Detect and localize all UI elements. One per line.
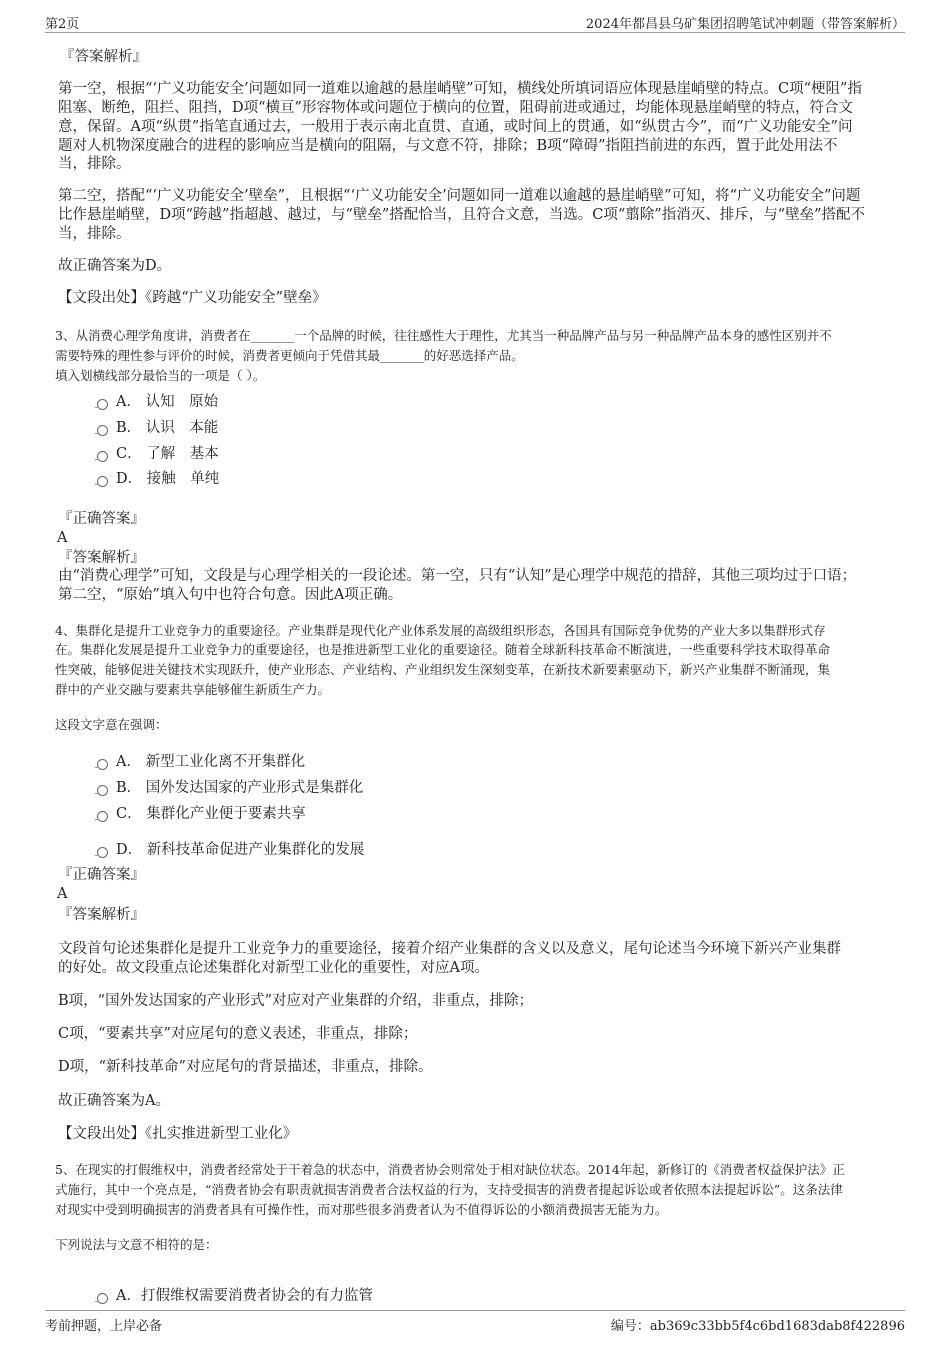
page-number: 第2页 [45,17,80,32]
question-prompt: 填入划横线部分最恰当的一项是（ ）。 [55,368,266,383]
option-b-radio[interactable] [97,425,108,436]
option-d-label[interactable]: D． 新科技革命促进产业集群化的发展 [116,842,365,858]
analysis-line: 第二空，“原始”填入句中也符合句意。因此A项正确。 [58,587,403,603]
analysis-line: 意，保留。A项“纵贯”指笔直通过去，一般用于表示南北直贯、直通，或时间上的贯通，如“纵贯古今”，而“广义功能安全”问 [58,119,853,135]
question-prompt: 下列说法与文意不相符的是： [55,1237,218,1252]
question-stem: 式施行，其中一个亮点是，“消费者协会有职责就损害消费者合法权益的行为，支持受损害的消费者提起诉讼或者依照本法提起诉讼”。这条法律 [55,1182,843,1197]
option-a-radio[interactable] [97,399,108,410]
question-stem: 群中的产业交融与要素共享能够催生新质生产力。 [55,682,331,697]
analysis-line: 第二空，搭配“‘广义功能安全’壁垒”，且根据“‘广义功能安全’问题如同一道难以逾越的悬崖峭壁”可知，将“广义功能安全”问题 [58,188,861,204]
question-prompt: 这段文字意在强调： [55,717,168,732]
conclusion: 故正确答案为D。 [58,258,172,274]
analysis-line: 当，排除。 [58,156,131,172]
question-stem: 在。集群化发展是提升工业竞争力的重要途径，也是推进新型工业化的重要途径。随着全球新科技革命不断演进，一些重要科学技术取得革命 [55,642,831,657]
option-b-label[interactable]: B． 国外发达国家的产业形式是集群化 [116,780,364,796]
option-b-radio[interactable] [97,785,108,796]
analysis-label: 『答案解析』 [58,907,145,923]
footer-slogan: 考前押题，上岸必备 [45,1319,163,1334]
analysis-line: 第一空，根据“‘广义功能安全’问题如同一道难以逾越的悬崖峭壁”可知，横线处所填词语应体现悬崖峭壁的特点。C项“梗阻”指 [58,81,862,97]
conclusion: 故正确答案为A。 [58,1093,170,1109]
option-a-label[interactable]: A． 认知 原始 [116,394,219,410]
analysis-label: 『答案解析』 [58,550,145,566]
document-title: 2024年都昌县乌矿集团招聘笔试冲刺题（带答案解析） [585,17,905,32]
answer-value: A [57,886,68,902]
source: 【文段出处】《扎实推进新型工业化》 [58,1126,298,1142]
option-d-radio[interactable] [97,847,108,858]
option-d-radio[interactable] [97,476,108,487]
option-a-label[interactable]: A．打假维权需要消费者协会的有力监管 [116,1288,373,1304]
option-c-label[interactable]: C． 了解 基本 [116,446,219,462]
question-stem: 3、从消费心理学角度讲，消费者在_______一个品牌的时候，往往感性大于理性，尤其当一种品牌产品与另一种品牌产品本身的感性区别并不 [55,328,832,343]
option-a-label[interactable]: A． 新型工业化离不开集群化 [116,754,306,770]
analysis-line: 比作悬崖峭壁，D项“跨越”指超越、越过，与“壁垒”搭配恰当，且符合文意，当选。C项“翦除”指消灭、排斥，与“壁垒”搭配不 [58,207,866,223]
analysis-line: 当，排除。 [58,226,131,242]
option-c-label[interactable]: C． 集群化产业便于要素共享 [116,806,306,822]
question-stem: 4、集群化是提升工业竞争力的重要途径。产业集群是现代化产业体系发展的高级组织形态，各国具有国际竞争优势的产业大多以集群形式存 [55,623,826,638]
option-a-radio[interactable] [97,1293,108,1304]
question-stem: 需要特殊的理性参与评价的时候，消费者更倾向于凭借其最_______的好恶选择产品。 [55,348,524,363]
answer-label: 『正确答案』 [58,511,145,527]
option-b-label[interactable]: B． 认识 本能 [116,420,219,436]
document-id: 编号：ab369c33bb5f4c6bd1683dab8f422896 [610,1319,905,1334]
option-c-radio[interactable] [97,451,108,462]
page-footer [45,1310,905,1335]
analysis-line: 文段首句论述集群化是提升工业竞争力的重要途径，接着介绍产业集群的含义以及意义，尾句论述当今环境下新兴产业集群 [58,941,841,957]
question-stem: 性突破，能够促进关键技术实现跃升，使产业形态、产业结构、产业组织发生深刻变革，在新技术新要素驱动下，新兴产业集群不断涌现，集 [55,662,831,677]
analysis-line: 的好处。故文段重点论述集群化对新型工业化的重要性，对应A项。 [58,960,489,976]
analysis-line: B项，“国外发达国家的产业形式”对应对产业集群的介绍，非重点，排除； [58,993,533,1009]
analysis-line: 由“消费心理学”可知，文段是与心理学相关的一段论述。第一空，只有“认知”是心理学中规范的措辞，其他三项均过于口语； [58,568,857,584]
source: 【文段出处】《跨越“广义功能安全”壁垒》 [58,290,327,306]
page-header [45,10,905,33]
analysis-line: C项，“要素共享”对应尾句的意义表述，非重点，排除； [58,1026,418,1042]
analysis-line: 阻塞、断绝，阻拦、阻挡，D项“横亘”形容物体或问题位于横向的位置，阻碍前进或通过，均能体现悬崖峭壁的特点，符合文 [58,100,853,116]
analysis-line: 题对人机物深度融合的进程的影响应当是横向的阻隔，与文意不符，排除；B项“障碍”指阻挡前进的东西，置于此处用法不 [58,138,838,154]
question-stem: 对现实中受到明确损害的消费者具有可操作性，而对那些很多消费者认为不值得诉讼的小额消费损害无能为力。 [55,1202,668,1217]
option-d-label[interactable]: D． 接触 单纯 [116,471,220,487]
option-a-radio[interactable] [97,759,108,770]
option-c-radio[interactable] [97,811,108,822]
analysis-label: 『答案解析』 [60,49,147,65]
analysis-line: D项，“新科技革命”对应尾句的背景描述，非重点，排除。 [58,1059,433,1075]
answer-value: A [57,530,68,546]
question-stem: 5、在现实的打假维权中，消费者经常处于干着急的状态中，消费者协会则常处于相对缺位状态。2014年起，新修订的《消费者权益保护法》正 [55,1162,845,1177]
answer-label: 『正确答案』 [58,867,145,883]
